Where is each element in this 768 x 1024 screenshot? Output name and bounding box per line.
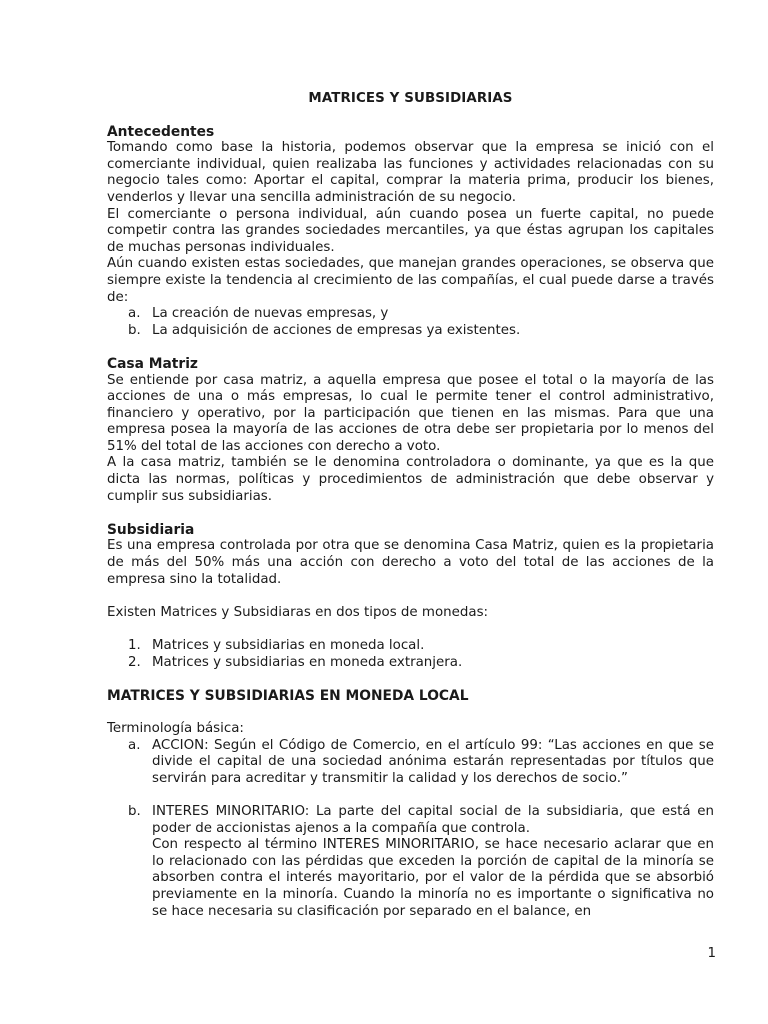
currency-types-list [107, 638, 714, 671]
growth-methods-list [107, 306, 714, 339]
list-spacer [107, 787, 714, 804]
paragraph: Aún cuando existen estas sociedades, que manejan grandes operaciones, se observa que siempre existe la tendencia al crecimiento de las compañías, el cual puede darse a través de: [107, 256, 714, 305]
list-marker: a. [128, 737, 141, 753]
section-heading-casa-matriz: Casa Matriz [107, 355, 198, 372]
list-marker: b. [128, 803, 141, 819]
paragraph: Se entiende por casa matriz, a aquella empresa que posee el total o la mayoría de las acciones de una o más empresas, lo cual le permite tener el control administrativo, financiero y operativo, por la participación que tienen en las mismas. Para que una empresa posea la mayoría de las acciones de otra debe ser propietaria por lo menos del 51% del total de las acciones con derecho a voto. [107, 372, 714, 454]
spacer [107, 704, 714, 721]
document-page [107, 91, 714, 920]
section-heading-subsidiaria: Subsidiaria [107, 521, 195, 538]
list-item [107, 638, 714, 655]
list-item [107, 306, 714, 323]
spacer [107, 505, 714, 522]
list-item [107, 738, 714, 788]
list-item [107, 804, 714, 920]
list-item-text: La adquisición de acciones de empresas ya existentes. [152, 322, 521, 338]
spacer [107, 671, 714, 688]
spacer [107, 339, 714, 356]
paragraph: Existen Matrices y Subsidiaras en dos tipos de monedas: [107, 604, 489, 620]
list-item-text: Con respecto al término INTERES MINORITARIO, se hace necesario aclarar que en lo relacionado con las pérdidas que exceden la porción de capital de la minoría se absorben contra el interés mayoritario, por el valor de la pérdida que se absorbió previamente en la minoría. Cuando la minoría no es importante o significativa no se hace necesaria su clasificación por separado en el balance, en [152, 837, 714, 919]
section-heading-moneda-local: MATRICES Y SUBSIDIARIAS EN MONEDA LOCAL [107, 687, 469, 704]
paragraph: El comerciante o persona individual, aún cuando posea un fuerte capital, no puede competir contra las grandes sociedades mercantiles, ya que éstas agrupan los capitales de muchas personas individuales. [107, 206, 714, 255]
list-marker: b. [128, 322, 141, 338]
list-item-text: Matrices y subsidiarias en moneda extranjera. [152, 654, 463, 670]
terminology-list [107, 738, 714, 921]
list-item-text: INTERES MINORITARIO: La parte del capital social de la subsidiaria, que está en poder de accionistas ajenos a la compañía que controla. [152, 803, 714, 836]
document-title: MATRICES Y SUBSIDIARIAS [308, 91, 513, 106]
list-marker: 2. [128, 654, 141, 670]
paragraph: Terminología básica: [107, 720, 244, 736]
list-item-text: Matrices y subsidiarias en moneda local. [152, 638, 425, 653]
list-marker: a. [128, 306, 141, 322]
section-heading-antecedentes: Antecedentes [107, 123, 215, 140]
paragraph: Es una empresa controlada por otra que se denomina Casa Matriz, quien es la propietaria de más del 50% más una acción con derecho a voto del total de las acciones de la empresa sino la totalidad. [107, 538, 714, 587]
paragraph: Tomando como base la historia, podemos observar que la empresa se inició con el comerciante individual, quien realizaba las funciones y actividades relacionadas con su negocio tales como: Aportar el capital, comprar la materia prima, producir los bienes, venderlos y llevar una sencilla administración de su negocio. [107, 140, 714, 205]
list-item-text: La creación de nuevas empresas, y [152, 306, 389, 322]
list-item [107, 655, 714, 672]
spacer [107, 621, 714, 638]
list-marker: 1. [128, 638, 141, 653]
spacer [107, 588, 714, 605]
paragraph: A la casa matriz, también se le denomina controladora o dominante, ya que es la que dicta las normas, políticas y procedimientos de administración que debe observar y cumplir sus subsidiarias. [107, 455, 714, 504]
page-number: 1 [707, 946, 716, 961]
list-item [107, 323, 714, 340]
list-item-text: ACCION: Según el Código de Comercio, en el artículo 99: “Las acciones en que se divide el capital de una sociedad anónima estarán representadas por títulos que servirán para acreditar y transmitir la calidad y los derechos de socio.” [152, 737, 714, 786]
